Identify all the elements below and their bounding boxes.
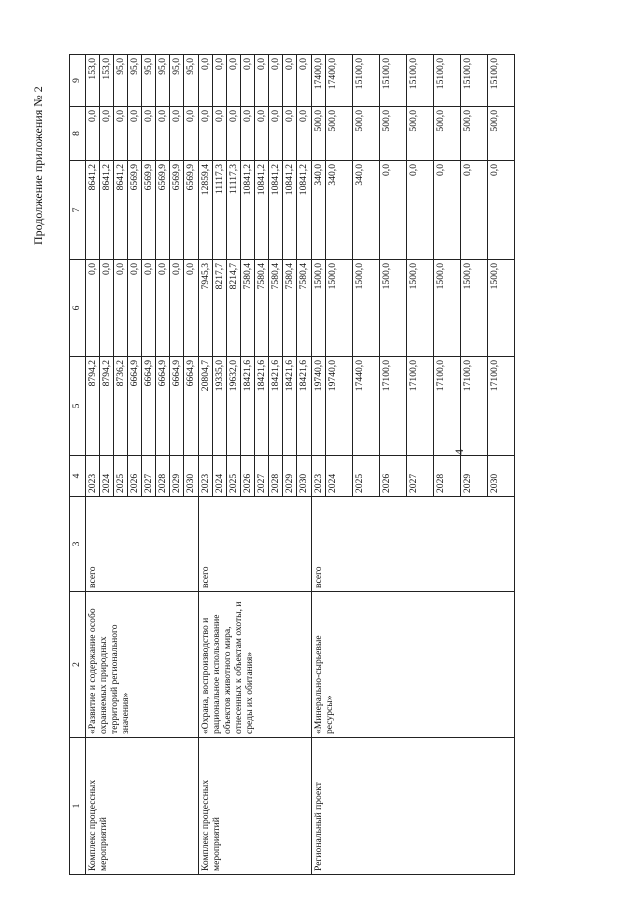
year-cell: 2030 [184,456,199,497]
program-name-cell: «Минерально-сырьевые ресурсы» [312,592,515,738]
year-cell: 2024 [326,456,353,497]
column-header: 6 [70,260,86,357]
amount-cell: 1500,0 [407,260,434,357]
amount-cell: 0,0 [184,260,199,357]
column-header: 9 [70,55,86,107]
amount-cell: 19740,0 [326,357,353,456]
amount-cell: 0,0 [461,161,488,260]
year-cell: 2026 [128,456,142,497]
amount-cell: 153,0 [86,55,100,107]
amount-cell: 1500,0 [312,260,326,357]
amount-cell: 0,0 [297,55,312,107]
amount-cell: 0,0 [199,107,213,161]
year-cell: 2030 [297,456,312,497]
amount-cell: 7580,4 [269,260,283,357]
amount-cell: 0,0 [100,107,114,161]
amount-cell: 7580,4 [297,260,312,357]
appendix-continuation-note: Продолжение приложения № 2 [31,86,45,245]
amount-cell: 0,0 [170,260,184,357]
header-row [70,55,86,875]
amount-cell: 0,0 [199,55,213,107]
amount-cell: 340,0 [353,161,380,260]
amount-cell: 18421,6 [269,357,283,456]
column-header: 1 [70,738,86,875]
year-cell: 2027 [255,456,269,497]
amount-cell: 1500,0 [353,260,380,357]
year-cell: 2027 [142,456,156,497]
amount-cell: 10841,2 [297,161,312,260]
amount-cell: 500,0 [407,107,434,161]
amount-cell: 1500,0 [326,260,353,357]
column-header: 3 [70,497,86,592]
amount-cell: 95,0 [184,55,199,107]
year-cell: 2030 [488,456,515,497]
amount-cell: 7580,4 [283,260,297,357]
amount-cell: 95,0 [128,55,142,107]
amount-cell: 340,0 [312,161,326,260]
amount-cell: 0,0 [407,161,434,260]
amount-cell: 18421,6 [283,357,297,456]
amount-cell: 340,0 [326,161,353,260]
amount-cell: 12859,4 [199,161,213,260]
amount-cell: 6664,9 [156,357,170,456]
amount-cell: 18421,6 [255,357,269,456]
year-cell: 2029 [283,456,297,497]
column-header: 4 [70,456,86,497]
amount-cell: 500,0 [312,107,326,161]
amount-cell: 15100,0 [488,55,515,107]
amount-cell: 0,0 [114,107,128,161]
amount-cell: 95,0 [114,55,128,107]
column-header: 5 [70,357,86,456]
amount-cell: 6569,9 [156,161,170,260]
table-row [312,55,326,875]
year-cell: 2023 [86,456,100,497]
amount-cell: 20804,7 [199,357,213,456]
amount-cell: 10841,2 [255,161,269,260]
amount-cell: 17100,0 [380,357,407,456]
amount-cell: 0,0 [269,55,283,107]
amount-cell: 0,0 [128,107,142,161]
amount-cell: 6664,9 [170,357,184,456]
program-type-cell: Комплекс процессных мероприятий [199,738,312,875]
amount-cell: 0,0 [255,55,269,107]
column-header: 7 [70,161,86,260]
amount-cell: 0,0 [156,260,170,357]
amount-cell: 0,0 [142,107,156,161]
amount-cell: 11117,3 [227,161,241,260]
amount-cell: 19740,0 [312,357,326,456]
amount-cell: 500,0 [488,107,515,161]
amount-cell: 1500,0 [488,260,515,357]
amount-cell: 7580,4 [241,260,255,357]
year-cell: 2025 [114,456,128,497]
amount-cell: 153,0 [100,55,114,107]
amount-cell: 15100,0 [380,55,407,107]
amount-cell: 0,0 [170,107,184,161]
amount-cell: 19632,0 [227,357,241,456]
column-header: 8 [70,107,86,161]
amount-cell: 8794,2 [100,357,114,456]
amount-cell: 6569,9 [184,161,199,260]
amount-cell: 0,0 [156,107,170,161]
year-cell: 2026 [380,456,407,497]
amount-cell: 17100,0 [407,357,434,456]
year-cell: 2028 [434,456,461,497]
amount-cell: 95,0 [142,55,156,107]
amount-cell: 17100,0 [461,357,488,456]
amount-cell: 17440,0 [353,357,380,456]
amount-cell: 15100,0 [353,55,380,107]
amount-cell: 0,0 [283,107,297,161]
program-name-cell: «Охрана, воспроизводство и рациональное использование объектов животного мира, отнесенных к объектам охоты, и среды их обитания» [199,592,312,738]
amount-cell: 95,0 [156,55,170,107]
amount-cell: 10841,2 [283,161,297,260]
amount-cell: 8641,2 [100,161,114,260]
amount-cell: 6664,9 [128,357,142,456]
amount-cell: 0,0 [227,107,241,161]
amount-cell: 0,0 [213,55,227,107]
funding-source-cell: всего [312,497,515,592]
page-number: 4 [452,449,466,455]
year-cell: 2025 [353,456,380,497]
amount-cell: 0,0 [283,55,297,107]
amount-cell: 0,0 [100,260,114,357]
year-cell: 2024 [213,456,227,497]
funding-source-cell: всего [86,497,199,592]
column-header: 2 [70,592,86,738]
amount-cell: 1500,0 [434,260,461,357]
amount-cell: 500,0 [461,107,488,161]
year-cell: 2029 [461,456,488,497]
amount-cell: 500,0 [326,107,353,161]
amount-cell: 6569,9 [128,161,142,260]
year-cell: 2023 [199,456,213,497]
amount-cell: 0,0 [488,161,515,260]
amount-cell: 0,0 [434,161,461,260]
amount-cell: 95,0 [170,55,184,107]
amount-cell: 0,0 [86,260,100,357]
amount-cell: 8641,2 [114,161,128,260]
amount-cell: 0,0 [380,161,407,260]
program-type-cell: Региональный проект [312,738,515,875]
amount-cell: 10841,2 [241,161,255,260]
table-row [86,55,100,875]
amount-cell: 0,0 [142,260,156,357]
amount-cell: 500,0 [353,107,380,161]
year-cell: 2029 [170,456,184,497]
amount-cell: 17100,0 [488,357,515,456]
amount-cell: 15100,0 [434,55,461,107]
amount-cell: 18421,6 [241,357,255,456]
amount-cell: 11117,3 [213,161,227,260]
amount-cell: 0,0 [184,107,199,161]
table-row [199,55,213,875]
amount-cell: 8641,2 [86,161,100,260]
amount-cell: 0,0 [241,107,255,161]
year-cell: 2024 [100,456,114,497]
year-cell: 2027 [407,456,434,497]
amount-cell: 10841,2 [269,161,283,260]
funding-source-cell: всего [199,497,312,592]
year-cell: 2028 [269,456,283,497]
amount-cell: 15100,0 [461,55,488,107]
amount-cell: 8736,2 [114,357,128,456]
amount-cell: 0,0 [114,260,128,357]
amount-cell: 0,0 [269,107,283,161]
year-cell: 2028 [156,456,170,497]
year-cell: 2026 [241,456,255,497]
year-cell: 2023 [312,456,326,497]
amount-cell: 17400,0 [312,55,326,107]
amount-cell: 6664,9 [184,357,199,456]
amount-cell: 6664,9 [142,357,156,456]
amount-cell: 0,0 [213,107,227,161]
amount-cell: 0,0 [241,55,255,107]
amount-cell: 1500,0 [461,260,488,357]
budget-table [69,54,515,875]
amount-cell: 6569,9 [170,161,184,260]
amount-cell: 1500,0 [380,260,407,357]
program-type-cell: Комплекс процессных мероприятий [86,738,199,875]
amount-cell: 6569,9 [142,161,156,260]
amount-cell: 8214,7 [227,260,241,357]
amount-cell: 17400,0 [326,55,353,107]
amount-cell: 19335,0 [213,357,227,456]
amount-cell: 7580,4 [255,260,269,357]
amount-cell: 0,0 [227,55,241,107]
amount-cell: 0,0 [86,107,100,161]
amount-cell: 0,0 [255,107,269,161]
year-cell: 2025 [227,456,241,497]
amount-cell: 0,0 [297,107,312,161]
program-name-cell: «Развитие и содержание особо охраняемых природных территорий регионального значения» [86,592,199,738]
amount-cell: 18421,6 [297,357,312,456]
amount-cell: 8794,2 [86,357,100,456]
amount-cell: 17100,0 [434,357,461,456]
amount-cell: 0,0 [128,260,142,357]
amount-cell: 15100,0 [407,55,434,107]
amount-cell: 7945,3 [199,260,213,357]
amount-cell: 500,0 [380,107,407,161]
amount-cell: 500,0 [434,107,461,161]
amount-cell: 8217,7 [213,260,227,357]
